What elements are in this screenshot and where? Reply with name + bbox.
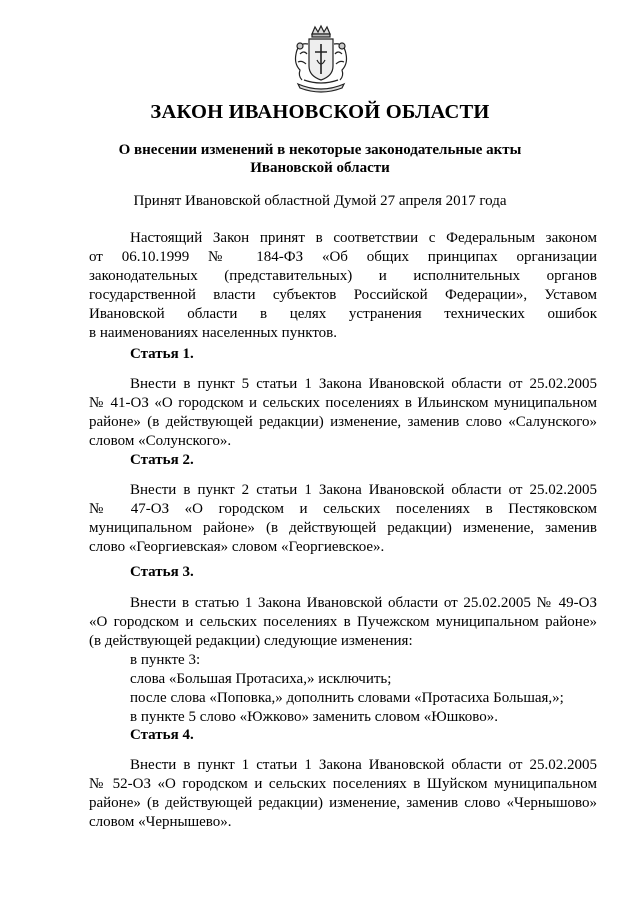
text-line: в наименованиях населенных пунктов. xyxy=(89,325,338,341)
article-1-title: Статья 1. xyxy=(130,346,194,362)
text-line: в пункте 3: xyxy=(130,652,201,668)
text-line: № 47-ОЗ «О городском и сельских поселениях в Пестяковском xyxy=(89,501,597,517)
text-line: Внести в пункт 5 статьи 1 Закона Ивановской области от 25.02.2005 xyxy=(130,376,597,392)
text-line: слова «Большая Протасиха,» исключить; xyxy=(130,671,392,687)
text-line: (в действующей редакции) следующие изменения: xyxy=(89,633,413,649)
article-3-text xyxy=(89,594,597,727)
text-line: словом «Чернышево». xyxy=(89,814,232,830)
text-line: Внести в статью 1 Закона Ивановской области от 25.02.2005 № 49-ОЗ xyxy=(130,595,597,611)
text-line: в пункте 5 слово «Южково» заменить словом «Юшково». xyxy=(130,709,499,725)
text-line: от 06.10.1999 № 184-ФЗ «Об общих принципах организации xyxy=(89,249,597,265)
adoption-note: Принят Ивановской областной Думой 27 апреля 2017 года xyxy=(133,193,507,209)
text-line: № 41-ОЗ «О городском и сельских поселениях в Ильинском муниципальном xyxy=(89,395,597,411)
article-2-title: Статья 2. xyxy=(130,452,194,468)
text-line: Настоящий Закон принят в соответствии с Федеральным законом xyxy=(130,230,597,246)
article-4-text xyxy=(89,756,597,832)
article-4-title: Статья 4. xyxy=(130,727,194,743)
text-line: законодательных (представительных) и исполнительных органов xyxy=(89,268,597,284)
law-title: ЗАКОН ИВАНОВСКОЙ ОБЛАСТИ xyxy=(150,101,490,123)
subtitle-line: Ивановской области xyxy=(250,160,390,176)
law-subtitle xyxy=(90,141,550,177)
text-line: Внести в пункт 1 статьи 1 Закона Ивановской области от 25.02.2005 xyxy=(130,757,597,773)
text-line: «О городском и сельских поселениях в Пучежском муниципальном районе» xyxy=(89,614,597,630)
article-3-title: Статья 3. xyxy=(130,564,194,580)
text-line: слово «Георгиевская» словом «Георгиевское». xyxy=(89,539,385,555)
article-2-text xyxy=(89,481,597,557)
text-line: Внести в пункт 2 статьи 1 Закона Ивановской области от 25.02.2005 xyxy=(130,482,597,498)
text-line: Ивановской области в целях устранения технических ошибок xyxy=(89,306,597,322)
subtitle-line: О внесении изменений в некоторые законодательные акты xyxy=(118,142,522,158)
text-line: № 52-ОЗ «О городском и сельских поселениях в Шуйском муниципальном xyxy=(89,776,597,792)
preamble-paragraph xyxy=(89,229,597,343)
article-1-text xyxy=(89,375,597,451)
text-line: муниципальном районе» (в действующей редакции) изменение, заменив xyxy=(89,520,597,536)
text-line: районе» (в действующей редакции) изменение, заменив слово «Салунского» xyxy=(89,414,597,430)
text-line: районе» (в действующей редакции) изменение, заменив слово «Чернышово» xyxy=(89,795,597,811)
text-line: словом «Солунского». xyxy=(89,433,232,449)
text-line: после слова «Поповка,» дополнить словами «Протасиха Большая,»; xyxy=(130,690,564,706)
coat-of-arms-emblem xyxy=(290,24,352,96)
text-line: государственной власти субъектов Российской Федерации», Уставом xyxy=(89,287,597,303)
